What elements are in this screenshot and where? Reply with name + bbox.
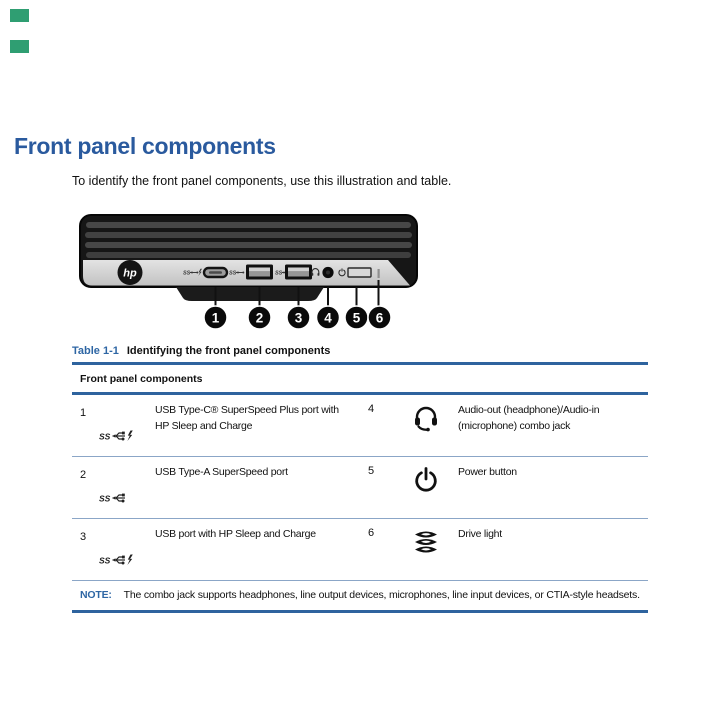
usb-superspeed-charge-icon [99,429,155,448]
item-description: Power button [458,466,517,478]
item-description: USB Type-C® SuperSpeed Plus port with HP Sleep and Charge [155,404,339,432]
intro-text: To identify the front panel components, use this illustration and table. [72,174,452,188]
table-body [72,362,648,613]
item-description: Audio-out (headphone)/Audio-in (microphone) combo jack [458,404,600,432]
item-number: 5 [368,465,375,477]
usb-superspeed-charge-icon [99,553,155,572]
table-row [72,457,648,519]
green-marker-square-1 [10,9,29,22]
item-description: Drive light [458,528,502,540]
item-number: 6 [368,527,375,539]
power-button [348,268,371,277]
callout-6: 6 [375,310,384,326]
item-number: 3 [80,531,87,543]
callout-bubbles [204,306,391,329]
svg-text:SS: SS [183,270,191,277]
svg-text:SS: SS [99,493,111,504]
table-row [72,519,648,581]
power-icon [394,465,458,510]
item-description: USB Type-A SuperSpeed port [155,466,288,478]
components-table [72,345,648,613]
item-number: 2 [80,469,87,481]
hp-logo [118,260,143,285]
table-row [72,395,648,457]
usb-c-port [204,268,227,277]
usb-a-port-2 [285,265,312,280]
callout-1: 1 [211,310,220,326]
item-number: 1 [80,407,87,419]
callout-2: 2 [255,310,264,326]
svg-text:SS: SS [229,270,237,277]
callout-3: 3 [294,310,303,326]
table-caption-title: Identifying the front panel components [126,345,331,357]
svg-text:SS: SS [275,270,283,277]
green-marker-square-2 [10,40,29,53]
item-description: USB port with HP Sleep and Charge [155,528,316,540]
device-drawing [72,213,432,345]
svg-text:SS: SS [99,431,111,442]
page-title: Front panel components [14,133,276,159]
device-base [176,287,324,301]
svg-text:hp: hp [123,267,137,280]
audio-jack [322,267,333,278]
table-note [72,581,648,610]
note-label: NOTE: [80,589,112,601]
svg-text:SS: SS [99,555,111,566]
table-header: Front panel components [72,365,648,395]
table-caption-label: Table 1-1 [72,345,119,357]
note-text: The combo jack supports headphones, line output devices, microphones, line input devices, or CTIA-style headsets. [123,589,640,601]
item-number: 4 [368,403,375,415]
drive-light [378,269,380,278]
headset-icon [394,403,458,448]
table-caption [72,345,648,357]
drive-icon [394,527,458,572]
front-panel-illustration [72,213,432,345]
callout-4: 4 [324,310,332,326]
usb-a-port-1 [246,265,273,280]
usb-superspeed-icon [99,491,155,510]
callout-5: 5 [352,310,361,326]
